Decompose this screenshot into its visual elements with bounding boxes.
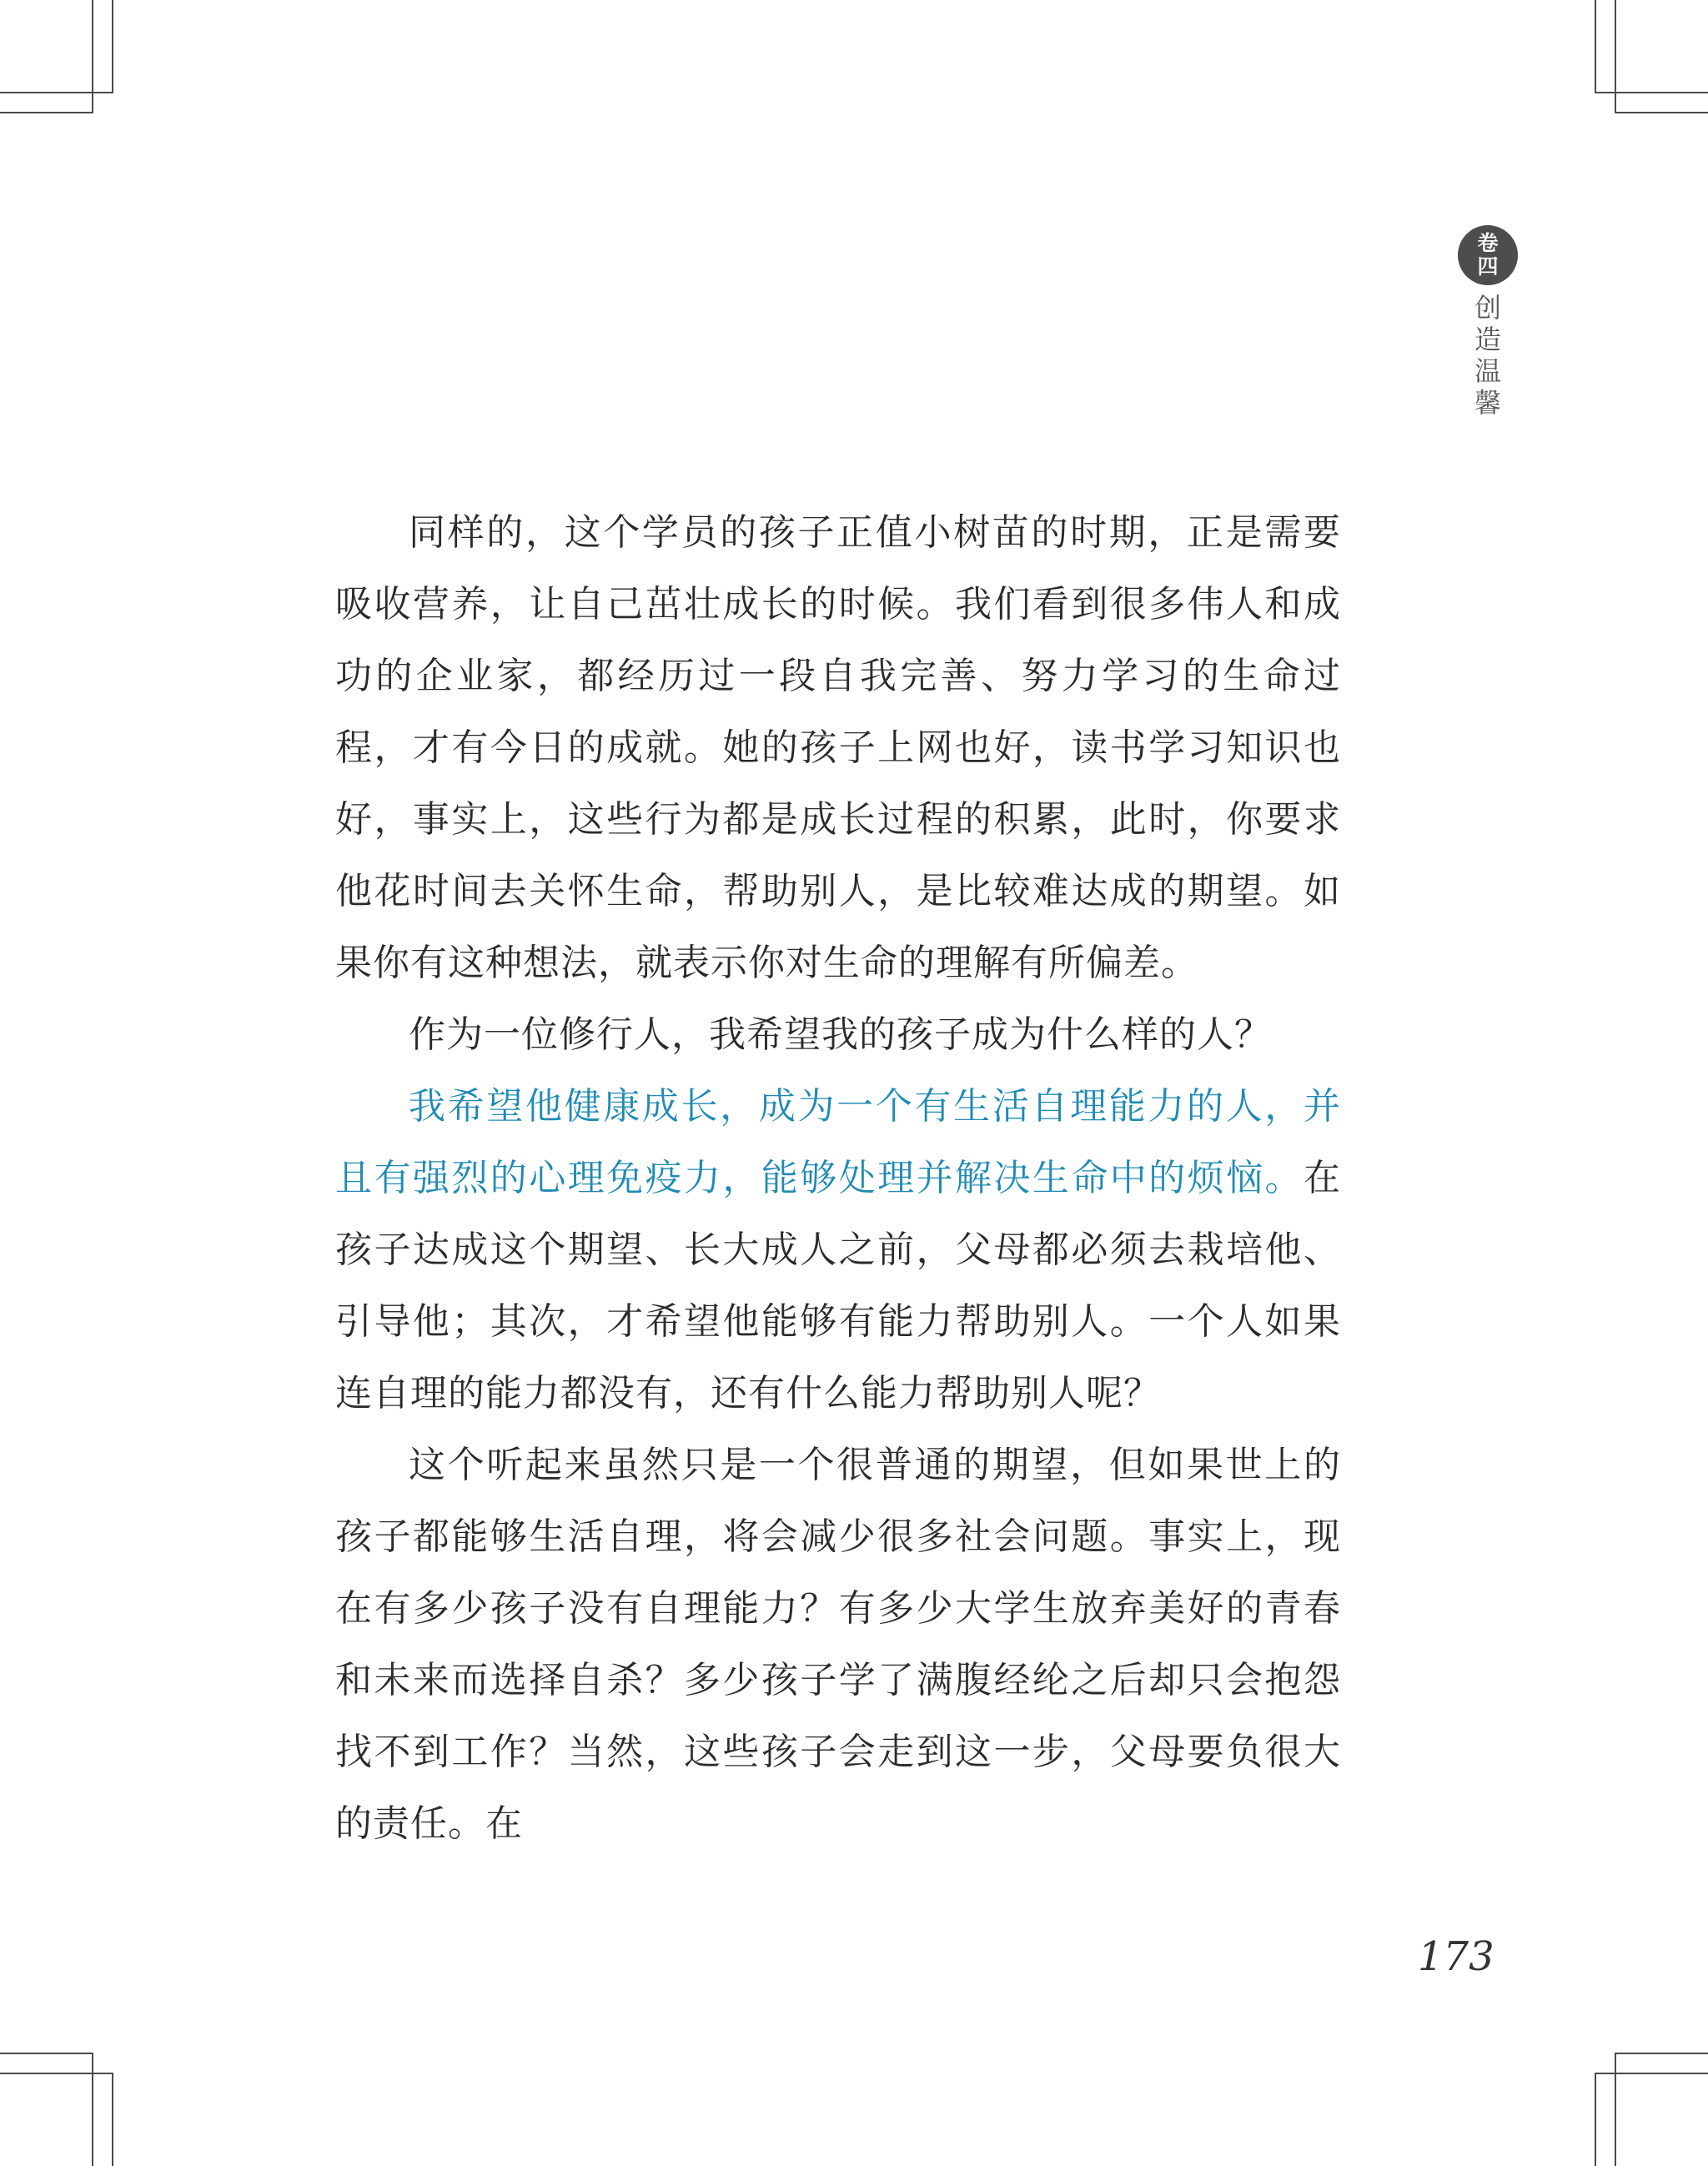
paragraph-text: 在孩子达成这个期望、长大成人之前，父母都必须去栽培他、引导他；其次，才希望他能够有能力帮助别人。一个人如果连自理的能力都没有，还有什么能力帮助别人呢？: [335, 1157, 1341, 1415]
paragraph: [335, 1430, 1341, 1860]
crop-mark: [1595, 2073, 1708, 2074]
chapter-title-char: 造: [1474, 324, 1501, 355]
crop-mark: [1615, 2053, 1708, 2054]
highlighted-text: 我希望他健康成长，成为一个有生活自理能力的人，并且有强烈的心理免疫力，能够处理并解决生命中的烦恼。: [335, 1085, 1341, 1199]
chapter-title-char: 馨: [1474, 387, 1501, 419]
crop-mark: [1615, 2053, 1616, 2166]
crop-mark: [92, 0, 93, 113]
page-number: 173: [1418, 1933, 1494, 1980]
crop-mark: [0, 2053, 92, 2054]
crop-mark: [0, 2073, 113, 2074]
paragraph-text: 作为一位修行人，我希望我的孩子成为什么样的人？: [409, 1013, 1272, 1056]
crop-mark: [0, 112, 92, 113]
chapter-side-tab: [1458, 225, 1518, 419]
paragraph: [335, 999, 1341, 1071]
crop-mark: [112, 0, 113, 92]
paragraph: [335, 497, 1341, 999]
crop-mark: [112, 2073, 113, 2166]
paragraph: [335, 1071, 1341, 1430]
paragraph-text: 这个听起来虽然只是一个很普通的期望，但如果世上的孩子都能够生活自理，将会减少很多社会问题。事实上，现在有多少孩子没有自理能力？有多少大学生放弃美好的青春和未来而选择自杀？多少孩子学了满腹经纶之后却只会抱怨找不到工作？当然，这些孩子会走到这一步，父母要负很大的责任。在: [335, 1444, 1341, 1845]
volume-seal: [1458, 225, 1518, 285]
chapter-title-char: 温: [1474, 355, 1501, 387]
crop-mark: [1595, 92, 1708, 93]
volume-char: 卷: [1477, 231, 1499, 255]
volume-char: 四: [1477, 254, 1499, 279]
paragraph-text: 同样的，这个学员的孩子正值小树苗的时期，正是需要吸收营养，让自己茁壮成长的时候。我们看到很多伟人和成功的企业家，都经历过一段自我完善、努力学习的生命过程，才有今日的成就。她的孩子上网也好，读书学习知识也好，事实上，这些行为都是成长过程的积累，此时，你要求他花时间去关怀生命，帮助别人，是比较难达成的期望。如果你有这种想法，就表示你对生命的理解有所偏差。: [335, 511, 1341, 984]
crop-mark: [1615, 0, 1616, 113]
body-text: [335, 497, 1341, 1860]
chapter-title-char: 创: [1474, 292, 1501, 324]
crop-mark: [0, 92, 113, 93]
crop-mark: [1615, 112, 1708, 113]
chapter-title: [1458, 292, 1518, 419]
crop-mark: [92, 2053, 93, 2166]
crop-mark: [1595, 0, 1596, 92]
crop-mark: [1595, 2073, 1596, 2166]
